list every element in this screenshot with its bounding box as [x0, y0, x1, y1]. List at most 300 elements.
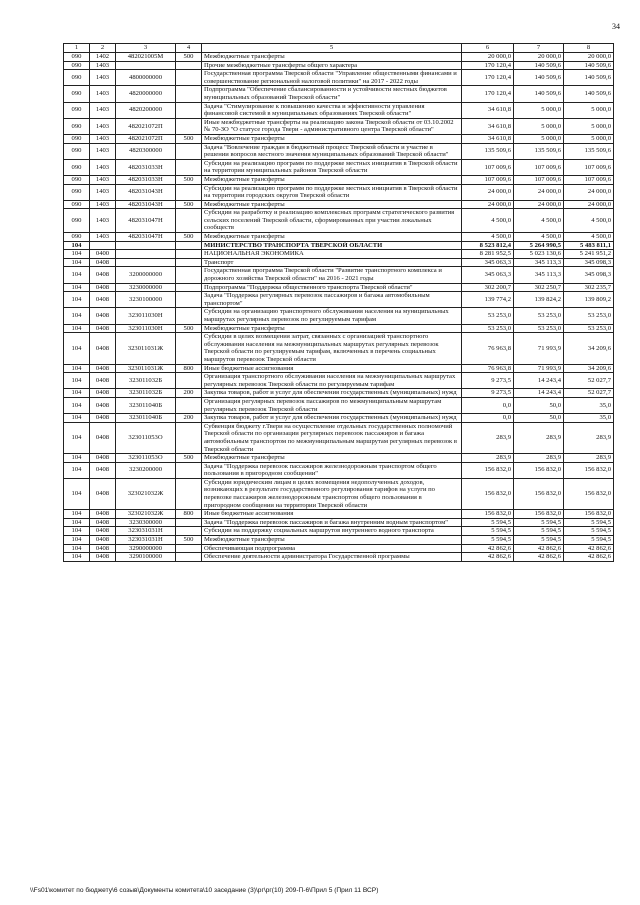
amount-year-1-cell: 53 253,0 [462, 308, 514, 324]
section-code-cell: 0408 [90, 364, 116, 373]
target-article-cell: 323011032Б [116, 389, 176, 398]
amount-year-3-cell: 140 509,6 [564, 61, 614, 70]
section-code-cell: 1403 [90, 102, 116, 118]
amount-year-1-cell: 4 500,0 [462, 209, 514, 233]
amount-year-1-cell: 5 594,5 [462, 536, 514, 545]
amount-year-1-cell: 170 120,4 [462, 61, 514, 70]
expense-type-cell: 800 [176, 510, 202, 519]
admin-code-cell: 090 [64, 86, 90, 102]
amount-year-2-cell: 107 009,6 [514, 159, 564, 175]
admin-code-cell: 090 [64, 200, 90, 209]
expense-type-cell: 500 [176, 175, 202, 184]
target-article-cell: 323031031Н [116, 536, 176, 545]
section-code-cell: 0408 [90, 527, 116, 536]
item-name-cell: Субсидии на реализацию программ по поддержке местных инициатив в Тверской области на территории городских округов Тверской области [202, 184, 462, 200]
item-name-cell: Государственная программа Тверской области "Развитие транспортного комплекса и дорожного хозяйства Тверской области" на 2016 - 2021 годы [202, 267, 462, 283]
expense-type-cell [176, 241, 202, 250]
admin-code-cell: 104 [64, 544, 90, 553]
amount-year-1-cell: 345 063,3 [462, 267, 514, 283]
table-row [64, 283, 614, 292]
expense-type-cell [176, 527, 202, 536]
section-code-cell: 1403 [90, 118, 116, 134]
table-row [64, 118, 614, 134]
amount-year-2-cell: 50,0 [514, 414, 564, 423]
amount-year-2-cell: 156 832,0 [514, 510, 564, 519]
expense-type-cell [176, 184, 202, 200]
item-name-cell: Иные межбюджетные трансферты на реализацию закона Тверской области от 03.10.2002 № 70-ЗО "О статусе города Твери - административного центра Тверской области" [202, 118, 462, 134]
item-name-cell: Субсидии юридическим лицам в целях возмещения недополученных доходов, возникающих в результате государственного регулирования тарифов на услуги по перевозке пассажиров железнодорожным транспортом общего пользования в пригородном сообщении на территории Тверской области [202, 478, 462, 509]
section-code-cell: 0408 [90, 397, 116, 413]
admin-code-cell: 090 [64, 184, 90, 200]
admin-code-cell: 104 [64, 267, 90, 283]
amount-year-1-cell: 0,0 [462, 397, 514, 413]
footer-file-path: \\Fs01\комитет по бюджету\6 созыв\Документы комитета\10 заседание (3)\рг\рг(10) 209-П-6\Прил 5 (Прил 11 ВСР) [30, 887, 379, 894]
section-code-cell: 0408 [90, 308, 116, 324]
amount-year-1-cell: 156 832,0 [462, 478, 514, 509]
amount-year-2-cell: 5 264 990,5 [514, 241, 564, 250]
admin-code-cell: 104 [64, 518, 90, 527]
target-article-cell: 323021032Ж [116, 478, 176, 509]
amount-year-3-cell: 5 594,5 [564, 536, 614, 545]
amount-year-1-cell: 170 120,4 [462, 70, 514, 86]
amount-year-3-cell: 5 000,0 [564, 102, 614, 118]
admin-code-cell: 104 [64, 510, 90, 519]
admin-code-cell: 104 [64, 241, 90, 250]
item-name-cell: Субвенция бюджету г.Твери на осуществление отдельных государственных полномочий Тверской области по организации регулярных перевозок пассажиров и багажа автомобильным транспортом по межмуниципальным маршрутам регулярных перевозок в Тверской области [202, 422, 462, 453]
header-cell: 6 [462, 44, 514, 53]
header-row [64, 44, 614, 53]
amount-year-3-cell: 5 594,5 [564, 518, 614, 527]
amount-year-2-cell: 4 500,0 [514, 233, 564, 242]
amount-year-1-cell: 9 273,5 [462, 373, 514, 389]
amount-year-2-cell: 5 000,0 [514, 102, 564, 118]
amount-year-2-cell: 71 993,9 [514, 364, 564, 373]
target-article-cell: 323021032Ж [116, 510, 176, 519]
expense-type-cell: 500 [176, 233, 202, 242]
section-code-cell: 1403 [90, 143, 116, 159]
item-name-cell: МИНИСТЕРСТВО ТРАНСПОРТА ТВЕРСКОЙ ОБЛАСТИ [202, 241, 462, 250]
amount-year-3-cell: 42 862,6 [564, 553, 614, 562]
target-article-cell [116, 241, 176, 250]
amount-year-2-cell: 53 253,0 [514, 308, 564, 324]
admin-code-cell: 104 [64, 454, 90, 463]
admin-code-cell: 104 [64, 283, 90, 292]
amount-year-3-cell: 283,9 [564, 454, 614, 463]
amount-year-1-cell: 107 009,6 [462, 159, 514, 175]
table-row [64, 250, 614, 259]
amount-year-1-cell: 34 610,8 [462, 118, 514, 134]
item-name-cell: Задача "Стимулирование к повышению качества и эффективности управления финансовой системой в муниципальных образованиях Тверской области" [202, 102, 462, 118]
admin-code-cell: 090 [64, 159, 90, 175]
item-name-cell: Подпрограмма "Поддержка общественного транспорта Тверской области" [202, 283, 462, 292]
amount-year-2-cell: 140 509,6 [514, 70, 564, 86]
item-name-cell: Субсидии на организацию транспортного обслуживания населения на муниципальных маршрутах регулярных перевозок по регулируемым тарифам [202, 308, 462, 324]
target-article-cell: 323011030Н [116, 324, 176, 333]
section-code-cell: 0408 [90, 373, 116, 389]
target-article-cell: 3290000000 [116, 544, 176, 553]
section-code-cell: 0408 [90, 518, 116, 527]
section-code-cell: 1403 [90, 86, 116, 102]
expense-type-cell: 500 [176, 324, 202, 333]
amount-year-2-cell: 5 000,0 [514, 134, 564, 143]
target-article-cell: 3230100000 [116, 292, 176, 308]
table-row [64, 454, 614, 463]
table-row [64, 364, 614, 373]
item-name-cell: Организация регулярных перевозок пассажиров по межмуниципальным маршрутам регулярных перевозок Тверской области [202, 397, 462, 413]
amount-year-3-cell: 52 027,7 [564, 389, 614, 398]
amount-year-1-cell: 42 862,6 [462, 544, 514, 553]
header-cell: 1 [64, 44, 90, 53]
admin-code-cell: 090 [64, 134, 90, 143]
admin-code-cell: 104 [64, 258, 90, 267]
section-code-cell: 1403 [90, 134, 116, 143]
table-row [64, 510, 614, 519]
amount-year-2-cell: 5 594,5 [514, 518, 564, 527]
amount-year-3-cell: 107 009,6 [564, 175, 614, 184]
amount-year-2-cell: 42 862,6 [514, 544, 564, 553]
table-row [64, 209, 614, 233]
amount-year-3-cell: 140 509,6 [564, 70, 614, 86]
amount-year-3-cell: 302 235,7 [564, 283, 614, 292]
section-code-cell: 1403 [90, 200, 116, 209]
target-article-cell: 323011031Ж [116, 364, 176, 373]
section-code-cell: 0408 [90, 478, 116, 509]
amount-year-2-cell: 5 594,5 [514, 536, 564, 545]
expense-type-cell [176, 86, 202, 102]
expense-type-cell [176, 209, 202, 233]
item-name-cell: Задача "Вовлечение граждан в бюджетный процесс Тверской области и участие в решении вопросов местного значения муниципальных образований Тверской области" [202, 143, 462, 159]
amount-year-3-cell: 20 000,0 [564, 53, 614, 62]
item-name-cell: Государственная программа Тверской области "Управление общественными финансами и совершенствование региональной налоговой политики" на 2017 - 2022 годы [202, 70, 462, 86]
amount-year-1-cell: 8 281 952,5 [462, 250, 514, 259]
expense-type-cell: 500 [176, 53, 202, 62]
target-article-cell: 3200000000 [116, 267, 176, 283]
amount-year-3-cell: 34 209,6 [564, 364, 614, 373]
amount-year-1-cell: 345 063,3 [462, 258, 514, 267]
amount-year-2-cell: 4 500,0 [514, 209, 564, 233]
amount-year-2-cell: 156 832,0 [514, 478, 564, 509]
amount-year-1-cell: 5 594,5 [462, 518, 514, 527]
page-number: 34 [612, 22, 620, 31]
item-name-cell: Обеспечение деятельности администратора Государственной программы [202, 553, 462, 562]
item-name-cell: Межбюджетные трансферты [202, 134, 462, 143]
admin-code-cell: 090 [64, 61, 90, 70]
item-name-cell: Прочие межбюджетные трансферты общего характера [202, 61, 462, 70]
amount-year-1-cell: 283,9 [462, 422, 514, 453]
amount-year-1-cell: 170 120,4 [462, 86, 514, 102]
admin-code-cell: 104 [64, 373, 90, 389]
expense-type-cell [176, 61, 202, 70]
section-code-cell: 1403 [90, 184, 116, 200]
amount-year-2-cell: 5 000,0 [514, 118, 564, 134]
table-row [64, 389, 614, 398]
expense-type-cell: 500 [176, 200, 202, 209]
expense-type-cell [176, 292, 202, 308]
admin-code-cell: 104 [64, 422, 90, 453]
amount-year-1-cell: 139 774,2 [462, 292, 514, 308]
amount-year-3-cell: 5 241 951,2 [564, 250, 614, 259]
section-code-cell: 0408 [90, 267, 116, 283]
amount-year-3-cell: 35,0 [564, 397, 614, 413]
amount-year-2-cell: 139 824,2 [514, 292, 564, 308]
table-row [64, 86, 614, 102]
table-row [64, 134, 614, 143]
amount-year-2-cell: 20 000,0 [514, 53, 564, 62]
table-row [64, 241, 614, 250]
target-article-cell: 4820200000 [116, 102, 176, 118]
amount-year-1-cell: 283,9 [462, 454, 514, 463]
section-code-cell: 1403 [90, 159, 116, 175]
section-code-cell: 0408 [90, 536, 116, 545]
target-article-cell: 323011030Н [116, 308, 176, 324]
expense-type-cell [176, 283, 202, 292]
table-row [64, 308, 614, 324]
budget-table [63, 43, 614, 562]
table-row [64, 414, 614, 423]
expense-type-cell [176, 518, 202, 527]
header-cell: 2 [90, 44, 116, 53]
target-article-cell: 482031047Н [116, 233, 176, 242]
item-name-cell: Межбюджетные трансферты [202, 53, 462, 62]
item-name-cell: Организация транспортного обслуживания населения на межмуниципальных маршрутах регулярных перевозок Тверской области по регулируемым тарифам [202, 373, 462, 389]
amount-year-2-cell: 345 113,3 [514, 258, 564, 267]
target-article-cell: 3290100000 [116, 553, 176, 562]
amount-year-3-cell: 52 027,7 [564, 373, 614, 389]
item-name-cell: Подпрограмма "Обеспечение сбалансированности и устойчивости местных бюджетов муниципальных образований Тверской области" [202, 86, 462, 102]
amount-year-3-cell: 53 253,0 [564, 324, 614, 333]
amount-year-3-cell: 156 832,0 [564, 478, 614, 509]
amount-year-3-cell: 5 000,0 [564, 118, 614, 134]
amount-year-3-cell: 4 500,0 [564, 209, 614, 233]
target-article-cell: 4800000000 [116, 70, 176, 86]
admin-code-cell: 090 [64, 102, 90, 118]
expense-type-cell [176, 397, 202, 413]
table-row [64, 292, 614, 308]
table-row [64, 527, 614, 536]
expense-type-cell: 500 [176, 454, 202, 463]
table-row [64, 544, 614, 553]
header-cell: 5 [202, 44, 462, 53]
item-name-cell: Межбюджетные трансферты [202, 324, 462, 333]
section-code-cell: 0408 [90, 324, 116, 333]
table-row [64, 373, 614, 389]
amount-year-2-cell: 140 509,6 [514, 86, 564, 102]
expense-type-cell [176, 462, 202, 478]
amount-year-1-cell: 156 832,0 [462, 462, 514, 478]
amount-year-3-cell: 135 509,6 [564, 143, 614, 159]
target-article-cell: 482021072П [116, 118, 176, 134]
amount-year-3-cell: 24 000,0 [564, 200, 614, 209]
expense-type-cell [176, 333, 202, 364]
amount-year-1-cell: 24 000,0 [462, 184, 514, 200]
admin-code-cell: 104 [64, 397, 90, 413]
target-article-cell [116, 250, 176, 259]
amount-year-2-cell: 283,9 [514, 422, 564, 453]
target-article-cell: 323011053О [116, 454, 176, 463]
expense-type-cell [176, 553, 202, 562]
expense-type-cell [176, 373, 202, 389]
expense-type-cell: 800 [176, 364, 202, 373]
item-name-cell: Субсидии на разработку и реализацию комплексных программ стратегического развития сельских поселений Тверской области, сформированных при участии локальных сообществ [202, 209, 462, 233]
section-code-cell: 0408 [90, 462, 116, 478]
amount-year-3-cell: 156 832,0 [564, 510, 614, 519]
amount-year-3-cell: 34 209,6 [564, 333, 614, 364]
amount-year-2-cell: 53 253,0 [514, 324, 564, 333]
table-row [64, 422, 614, 453]
expense-type-cell: 500 [176, 134, 202, 143]
item-name-cell: Межбюджетные трансферты [202, 454, 462, 463]
admin-code-cell: 104 [64, 308, 90, 324]
table-row [64, 397, 614, 413]
section-code-cell: 0408 [90, 422, 116, 453]
expense-type-cell [176, 159, 202, 175]
expense-type-cell [176, 143, 202, 159]
item-name-cell: Субсидии на поддержку социальных маршрутов внутреннего водного транспорта [202, 527, 462, 536]
target-article-cell: 482031043Н [116, 184, 176, 200]
admin-code-cell: 090 [64, 209, 90, 233]
target-article-cell: 323011032Б [116, 373, 176, 389]
item-name-cell: Обеспечивающая подпрограмма [202, 544, 462, 553]
expense-type-cell [176, 308, 202, 324]
table-row [64, 70, 614, 86]
amount-year-3-cell: 4 500,0 [564, 233, 614, 242]
amount-year-3-cell: 283,9 [564, 422, 614, 453]
table-row [64, 61, 614, 70]
amount-year-1-cell: 302 200,7 [462, 283, 514, 292]
item-name-cell: Закупка товаров, работ и услуг для обеспечения государственных (муниципальных) нужд [202, 389, 462, 398]
target-article-cell: 3230200000 [116, 462, 176, 478]
amount-year-1-cell: 135 509,6 [462, 143, 514, 159]
item-name-cell: Межбюджетные трансферты [202, 233, 462, 242]
amount-year-3-cell: 5 000,0 [564, 134, 614, 143]
section-code-cell: 0408 [90, 283, 116, 292]
table-row [64, 324, 614, 333]
target-article-cell: 323011031Ж [116, 333, 176, 364]
amount-year-3-cell: 140 509,6 [564, 86, 614, 102]
header-cell: 8 [564, 44, 614, 53]
amount-year-3-cell: 35,0 [564, 414, 614, 423]
amount-year-1-cell: 156 832,0 [462, 510, 514, 519]
admin-code-cell: 104 [64, 333, 90, 364]
section-code-cell: 1403 [90, 61, 116, 70]
amount-year-3-cell: 24 000,0 [564, 184, 614, 200]
amount-year-2-cell: 24 000,0 [514, 184, 564, 200]
expense-type-cell [176, 544, 202, 553]
target-article-cell: 482031033Н [116, 159, 176, 175]
amount-year-3-cell: 107 009,6 [564, 159, 614, 175]
admin-code-cell: 104 [64, 527, 90, 536]
amount-year-1-cell: 53 253,0 [462, 324, 514, 333]
section-code-cell: 0408 [90, 333, 116, 364]
section-code-cell: 0408 [90, 258, 116, 267]
section-code-cell: 0408 [90, 389, 116, 398]
table-row [64, 175, 614, 184]
amount-year-3-cell: 139 809,2 [564, 292, 614, 308]
admin-code-cell: 090 [64, 143, 90, 159]
amount-year-2-cell: 5 023 130,6 [514, 250, 564, 259]
target-article-cell: 482021005М [116, 53, 176, 62]
amount-year-1-cell: 4 500,0 [462, 233, 514, 242]
amount-year-2-cell: 14 243,4 [514, 389, 564, 398]
expense-type-cell: 500 [176, 536, 202, 545]
amount-year-2-cell: 24 000,0 [514, 200, 564, 209]
amount-year-1-cell: 24 000,0 [462, 200, 514, 209]
admin-code-cell: 090 [64, 118, 90, 134]
table-row [64, 143, 614, 159]
item-name-cell: НАЦИОНАЛЬНАЯ ЭКОНОМИКА [202, 250, 462, 259]
amount-year-3-cell: 42 862,6 [564, 544, 614, 553]
expense-type-cell: 200 [176, 414, 202, 423]
item-name-cell: Закупка товаров, работ и услуг для обеспечения государственных (муниципальных) нужд [202, 414, 462, 423]
amount-year-2-cell: 71 993,9 [514, 333, 564, 364]
section-code-cell: 0408 [90, 414, 116, 423]
admin-code-cell: 090 [64, 70, 90, 86]
header-cell: 3 [116, 44, 176, 53]
item-name-cell: Транспорт [202, 258, 462, 267]
section-code-cell: 1402 [90, 53, 116, 62]
item-name-cell: Субсидии на реализацию программ по поддержке местных инициатив в Тверской области на территории муниципальных районов Тверской области [202, 159, 462, 175]
amount-year-2-cell: 50,0 [514, 397, 564, 413]
section-code-cell: 0408 [90, 510, 116, 519]
amount-year-1-cell: 34 610,8 [462, 134, 514, 143]
expense-type-cell [176, 70, 202, 86]
expense-type-cell [176, 422, 202, 453]
amount-year-2-cell: 156 832,0 [514, 462, 564, 478]
amount-year-2-cell: 14 243,4 [514, 373, 564, 389]
amount-year-2-cell: 140 509,6 [514, 61, 564, 70]
amount-year-1-cell: 42 862,6 [462, 553, 514, 562]
admin-code-cell: 090 [64, 233, 90, 242]
admin-code-cell: 104 [64, 389, 90, 398]
expense-type-cell [176, 250, 202, 259]
section-code-cell [90, 241, 116, 250]
item-name-cell: Межбюджетные трансферты [202, 175, 462, 184]
table-row [64, 159, 614, 175]
amount-year-1-cell: 8 523 812,4 [462, 241, 514, 250]
admin-code-cell: 104 [64, 292, 90, 308]
section-code-cell: 0400 [90, 250, 116, 259]
expense-type-cell [176, 267, 202, 283]
expense-type-cell [176, 478, 202, 509]
amount-year-1-cell: 20 000,0 [462, 53, 514, 62]
amount-year-1-cell: 0,0 [462, 414, 514, 423]
amount-year-2-cell: 107 009,6 [514, 175, 564, 184]
admin-code-cell: 104 [64, 364, 90, 373]
header-cell: 4 [176, 44, 202, 53]
section-code-cell: 0408 [90, 553, 116, 562]
amount-year-1-cell: 76 963,8 [462, 364, 514, 373]
amount-year-3-cell: 156 832,0 [564, 462, 614, 478]
target-article-cell: 3230300000 [116, 518, 176, 527]
item-name-cell: Иные бюджетные ассигнования [202, 364, 462, 373]
amount-year-2-cell: 42 862,6 [514, 553, 564, 562]
section-code-cell: 1403 [90, 209, 116, 233]
section-code-cell: 1403 [90, 70, 116, 86]
amount-year-1-cell: 9 273,5 [462, 389, 514, 398]
amount-year-1-cell: 76 963,8 [462, 333, 514, 364]
expense-type-cell [176, 102, 202, 118]
amount-year-3-cell: 345 098,3 [564, 258, 614, 267]
amount-year-3-cell: 5 594,5 [564, 527, 614, 536]
admin-code-cell: 090 [64, 53, 90, 62]
table-row [64, 267, 614, 283]
amount-year-3-cell: 345 098,3 [564, 267, 614, 283]
amount-year-1-cell: 5 594,5 [462, 527, 514, 536]
item-name-cell: Иные бюджетные ассигнования [202, 510, 462, 519]
section-code-cell: 0408 [90, 454, 116, 463]
table-row [64, 258, 614, 267]
amount-year-2-cell: 5 594,5 [514, 527, 564, 536]
